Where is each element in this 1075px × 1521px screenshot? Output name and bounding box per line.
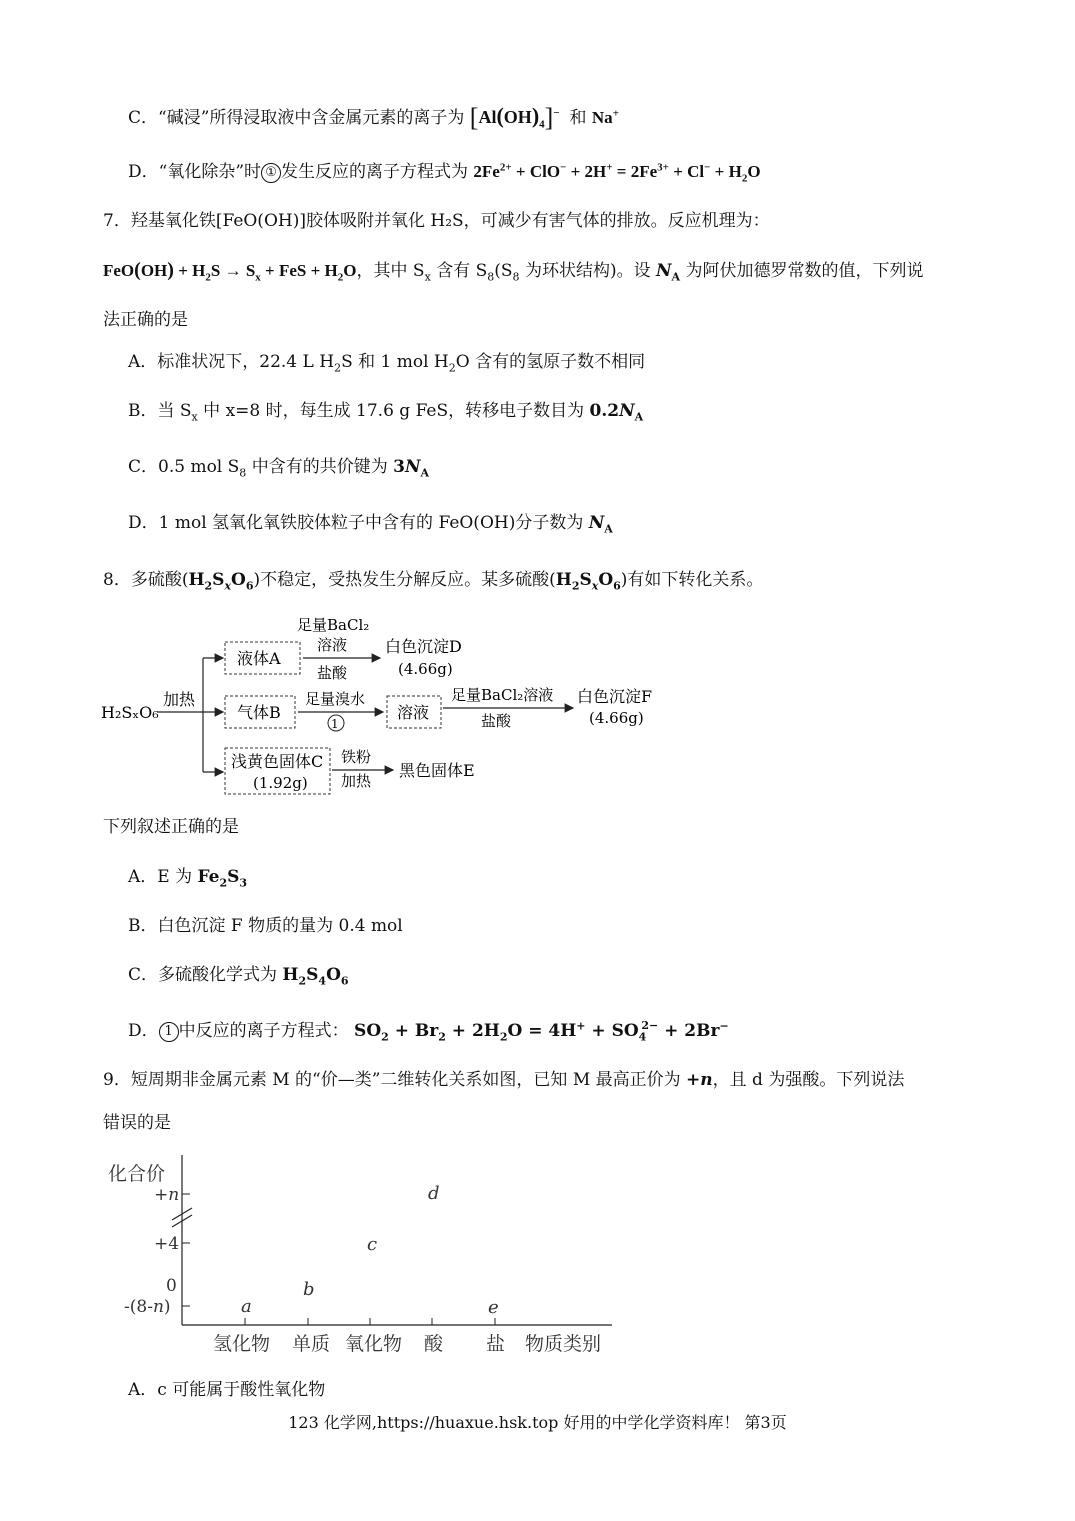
- q7-stem-line2: $FeO(OH) + H_2S \to S_x$ + FeS + $H_2O$，其中 $S_x$ 含有 $S_8(S_8$ 为环状结构)。设 $N_A$ 为阿伏加德罗常数的值，下列说: [103, 259, 924, 284]
- q6-option-c: C．“碱浸”所得浸取液中含金属元素的离子为 $[Al(OH)_4]^-$ 和 Na+: [128, 103, 619, 132]
- mass-d: (4.66g): [398, 660, 453, 678]
- q7-option-b: B．当 $S_x$ 中 x=8 时，每生成 17.6 g FeS，转移电子数目为 $0.2N_A$: [128, 401, 644, 424]
- product-d: 白色沉淀D: [385, 637, 462, 656]
- product-e: 黑色固体E: [399, 761, 475, 780]
- q8-option-b: B．白色沉淀 F 物质的量为 0.4 mol: [128, 916, 403, 936]
- q7-option-c: C．0.5 mol $S_8$ 中含有的共价键为 $3N_A$: [128, 457, 430, 480]
- q7-equation: $FeO(OH) + H_2S \to S_x$ + FeS + $H_2O$: [103, 259, 357, 284]
- q6-option-d-formula: $2Fe^{2+} + ClO^- + 2H^+ = 2Fe^{3+} + Cl^- + H_2O$: [473, 161, 761, 185]
- product-f: 白色沉淀F: [577, 687, 653, 706]
- reagent-b-bottom: 1: [331, 717, 339, 731]
- reagent-s-top: 足量BaCl₂溶液: [451, 686, 554, 704]
- point-b: b: [303, 1279, 315, 1300]
- liquid-a-label: 液体A: [237, 649, 281, 668]
- q8-prompt: 下列叙述正确的是: [103, 817, 239, 837]
- point-e: e: [488, 1297, 499, 1318]
- diagram-start: H₂SₓO₆: [101, 703, 159, 722]
- q9-valence-category-chart: [100, 1150, 620, 1365]
- circle-one-marker: ①: [261, 163, 281, 183]
- q8-option-c: C．多硫酸化学式为 $H_2S_4O_6$: [128, 965, 349, 988]
- y-tick-minus: -(8-n): [124, 1297, 171, 1317]
- reagent-a-bottom: 盐酸: [317, 664, 348, 682]
- circle-one-marker: 1: [159, 1022, 179, 1042]
- q7-option-a: A．标准状况下，22.4 L $H_2S$ 和 1 mol $H_2O$ 含有的氢原子数不相同: [128, 352, 646, 375]
- y-axis-title: 化合价: [108, 1163, 166, 1185]
- point-c: c: [367, 1234, 378, 1255]
- reagent-c-bottom: 加热: [341, 772, 372, 790]
- point-d: d: [428, 1183, 440, 1204]
- reagent-s-bottom: 盐酸: [481, 712, 512, 730]
- q8-option-d: D． 1 中反应的离子方程式： $SO_2 + Br_2 + 2H_2O = 4H^+ + SO_4^{2-} + 2Br^-$: [128, 1019, 729, 1044]
- point-a: a: [241, 1296, 252, 1317]
- q7-stem-line3: 法正确的是: [103, 310, 188, 330]
- gas-b-label: 气体B: [237, 703, 281, 722]
- x-category-hydride: 氢化物: [213, 1333, 271, 1355]
- mass-c: (1.92g): [253, 774, 308, 792]
- q6-option-d-text: D．“氧化除杂”时: [128, 162, 262, 182]
- x-category-element: 单质: [292, 1333, 331, 1355]
- solution-label: 溶液: [397, 703, 430, 722]
- page-footer: 123 化学网,https://huaxue.hsk.top 好用的中学化学资料库！ 第3页: [288, 1413, 787, 1432]
- q7-stem-line1: 7．羟基氧化铁[FeO(OH)]胶体吸附并氧化 H₂S，可减少有害气体的排放。反应机理为：: [103, 211, 770, 231]
- q6-option-d: D．“氧化除杂”时 ① 发生反应的离子方程式为 $2Fe^{2+} + ClO^- + 2H^+ = 2Fe^{3+} + Cl^- + H_2O$: [128, 161, 761, 185]
- x-category-salt: 盐: [486, 1333, 506, 1355]
- solid-c-label: 浅黄色固体C: [231, 752, 324, 771]
- x-axis-title: 物质类别: [525, 1333, 602, 1355]
- q8-stem: 8．多硫酸$(H_2S_xO_6)$不稳定，受热发生分解反应。某多硫酸$(H_2S_xO_6)$有如下转化关系。: [103, 570, 764, 593]
- q6-option-c-text: C．“碱浸”所得浸取液中含金属元素的离子为: [128, 108, 465, 128]
- reagent-c-top: 铁粉: [341, 748, 372, 766]
- diagram-heat-label: 加热: [163, 690, 196, 709]
- q8-conversion-diagram: [95, 610, 655, 805]
- reagent-a-top2: 溶液: [317, 636, 348, 654]
- mass-f: (4.66g): [589, 709, 644, 727]
- q7-option-d: D．1 mol 氢氧化氧铁胶体粒子中含有的 FeO(OH)分子数为 $N_A$: [128, 513, 613, 536]
- reagent-a-top1: 足量BaCl₂: [297, 616, 370, 634]
- q6-option-c-formula: $[Al(OH)_4]^-$: [469, 103, 560, 132]
- x-category-acid: 酸: [424, 1333, 444, 1355]
- y-tick-plus-n: +n: [154, 1185, 180, 1205]
- q9-option-a: A．c 可能属于酸性氧化物: [128, 1380, 326, 1400]
- q9-stem-line1: 9．短周期非金属元素 M 的“价—类”二维转化关系如图，已知 M 最高正价为 +n，且 d 为强酸。下列说法: [103, 1070, 905, 1090]
- q9-stem-line2: 错误的是: [103, 1113, 171, 1133]
- x-category-oxide: 氧化物: [345, 1333, 403, 1355]
- q8-option-a: A．E 为 $Fe_2S_3$: [128, 867, 248, 890]
- y-tick-zero: 0: [166, 1276, 177, 1296]
- y-tick-plus-4: +4: [154, 1234, 180, 1254]
- reagent-b-top: 足量溴水: [305, 690, 366, 708]
